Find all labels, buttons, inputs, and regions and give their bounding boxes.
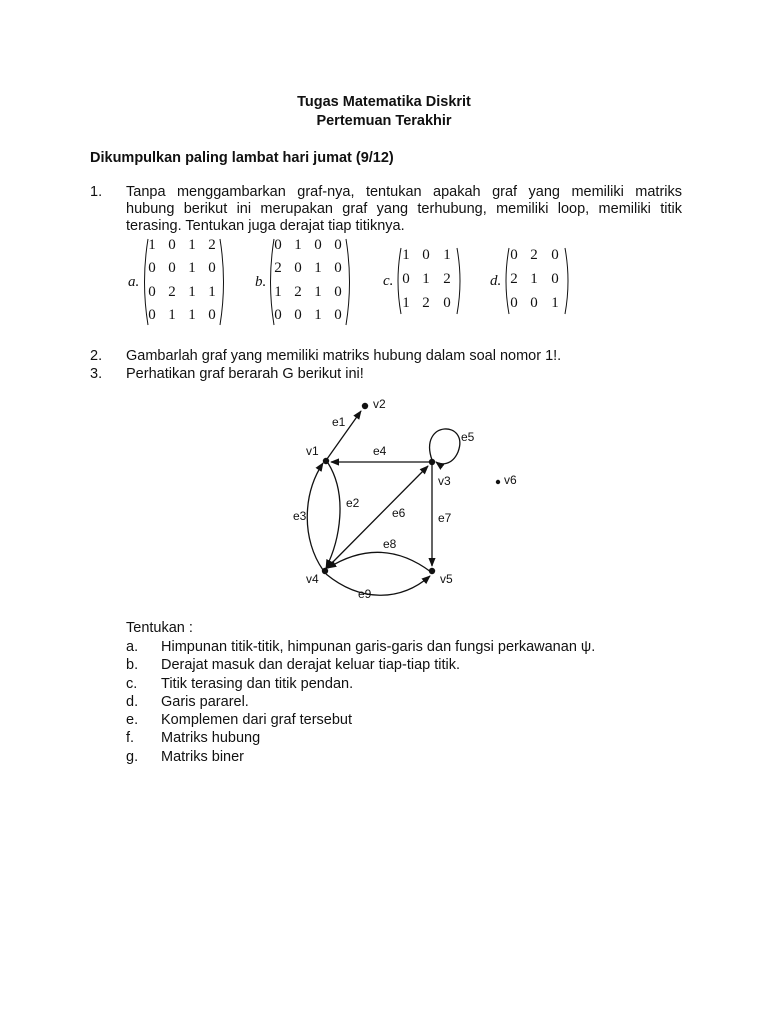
matrix-d-cell: 2	[530, 247, 538, 263]
label-v1: v1	[306, 444, 319, 458]
matrix-b-cell: 0	[274, 237, 282, 253]
question-1-line-3: terasing. Tentukan juga derajat tiap titiknya.	[126, 218, 405, 234]
vertex-v3	[429, 459, 435, 465]
matrix-a-cell: 1	[188, 260, 196, 276]
matrix-c-cell: 1	[422, 271, 430, 287]
matrix-d-cell: 0	[551, 247, 559, 263]
vertex-v2	[362, 403, 368, 409]
matrix-d-cell: 1	[530, 271, 538, 287]
task-d-letter: d.	[126, 694, 139, 710]
matrix-b-cell: 1	[314, 260, 322, 276]
matrix-b-cell: 0	[314, 237, 322, 253]
edge-e5-loop	[430, 429, 460, 464]
label-e4: e4	[373, 444, 387, 458]
edge-e2	[326, 463, 340, 568]
vertex-v1	[323, 458, 329, 464]
matrix-b-cell: 0	[294, 307, 302, 323]
matrix-a-cell: 2	[208, 237, 216, 253]
task-e-letter: e.	[126, 712, 139, 728]
label-e5: e5	[461, 430, 475, 444]
edge-e9	[326, 574, 430, 595]
matrix-b-label: b.	[255, 274, 267, 290]
matrix-b-cell: 1	[294, 237, 302, 253]
label-e2: e2	[346, 496, 360, 510]
document-title: Tugas Matematika Diskrit	[297, 94, 471, 110]
question-1-number: 1.	[90, 184, 103, 200]
matrix-b-cell: 1	[274, 284, 282, 300]
edge-e8	[328, 552, 431, 572]
matrix-b-cell: 0	[334, 260, 342, 276]
task-g-text: Matriks biner	[161, 749, 244, 765]
label-v5: v5	[440, 572, 453, 586]
matrix-a-label: a.	[128, 274, 140, 290]
matrix-a-cell: 2	[168, 284, 176, 300]
matrix-b-cell: 0	[294, 260, 302, 276]
matrix-b-cell: 1	[314, 284, 322, 300]
question-3-number: 3.	[90, 366, 103, 382]
matrix-c-cell: 0	[443, 295, 451, 311]
matrix-c-cell: 1	[443, 247, 451, 263]
label-e7: e7	[438, 511, 452, 525]
matrix-c-cell: 0	[422, 247, 430, 263]
task-a-letter: a.	[126, 639, 139, 655]
task-f-text: Matriks hubung	[161, 730, 261, 746]
matrix-d-cell: 0	[530, 295, 538, 311]
matrix-c-label: c.	[383, 273, 394, 289]
question-3-text: Perhatikan graf berarah G berikut ini!	[126, 366, 364, 382]
matrix-d-cell: 0	[510, 247, 518, 263]
task-c-letter: c.	[126, 676, 138, 692]
question-1-line-1: Tanpa menggambarkan graf-nya, tentukan apakah graf yang memiliki matriks	[126, 184, 682, 200]
matrix-a-cell: 1	[188, 307, 196, 323]
matrix-c-cell: 2	[443, 271, 451, 287]
label-e3: e3	[293, 509, 307, 523]
matrix-a-cell: 0	[148, 260, 156, 276]
matrix-a-cell: 1	[168, 307, 176, 323]
label-e1: e1	[332, 415, 346, 429]
label-v3: v3	[438, 474, 451, 488]
matrix-b-cell: 1	[314, 307, 322, 323]
matrix-c-cell: 1	[402, 295, 410, 311]
task-a-text: Himpunan titik-titik, himpunan garis-garis dan fungsi perkawanan ψ.	[161, 639, 596, 655]
vertex-v6	[496, 480, 500, 484]
question-2-text: Gambarlah graf yang memiliki matriks hubung dalam soal nomor 1!.	[126, 348, 562, 364]
matrix-a-cell: 1	[188, 237, 196, 253]
matrix-c-cell: 2	[422, 295, 430, 311]
edge-e3	[307, 463, 323, 570]
task-b-text: Derajat masuk dan derajat keluar tiap-tiap titik.	[161, 657, 461, 673]
matrix-d-cell: 2	[510, 271, 518, 287]
matrix-c-cell: 0	[402, 271, 410, 287]
matrix-a-cell: 0	[208, 307, 216, 323]
task-g-letter: g.	[126, 749, 139, 765]
label-v4: v4	[306, 572, 319, 586]
matrix-d-cell: 0	[510, 295, 518, 311]
label-e9: e9	[358, 587, 372, 601]
task-f-letter: f.	[126, 730, 135, 746]
label-e6: e6	[392, 506, 406, 520]
label-v6: v6	[504, 473, 517, 487]
document-subtitle: Pertemuan Terakhir	[316, 113, 452, 129]
matrix-a-cell: 1	[148, 237, 156, 253]
matrix-d-cell: 0	[551, 271, 559, 287]
matrix-a-cell: 0	[148, 307, 156, 323]
task-b-letter: b.	[126, 657, 139, 673]
edge-e6	[325, 466, 428, 570]
tasks-intro: Tentukan :	[126, 620, 193, 636]
matrix-a-cell: 0	[168, 260, 176, 276]
matrix-a-cell: 0	[208, 260, 216, 276]
matrix-b-cell: 0	[274, 307, 282, 323]
matrix-a-cell: 1	[208, 284, 216, 300]
matrix-b-cell: 0	[334, 307, 342, 323]
matrix-d-cell: 1	[551, 295, 559, 311]
task-c-text: Titik terasing dan titik pendan.	[161, 676, 354, 692]
vertex-v5	[429, 568, 435, 574]
matrix-b-cell: 2	[274, 260, 282, 276]
label-e8: e8	[383, 537, 397, 551]
label-v2: v2	[373, 397, 386, 411]
question-1-line-2: hubung berikut ini merupakan graf yang terhubung, memiliki loop, memiliki titik	[126, 201, 682, 217]
question-2-number: 2.	[90, 348, 103, 364]
matrix-d-label: d.	[490, 273, 502, 289]
matrix-b-cell: 0	[334, 284, 342, 300]
matrix-a-cell: 0	[148, 284, 156, 300]
task-d-text: Garis pararel.	[161, 694, 249, 710]
matrix-b-cell: 2	[294, 284, 302, 300]
matrix-b-cell: 0	[334, 237, 342, 253]
matrix-a-cell: 0	[168, 237, 176, 253]
vertex-v4	[322, 568, 328, 574]
task-e-text: Komplemen dari graf tersebut	[161, 712, 353, 728]
deadline-note: Dikumpulkan paling lambat hari jumat (9/12)	[90, 150, 394, 166]
matrix-a-cell: 1	[188, 284, 196, 300]
matrix-c-cell: 1	[402, 247, 410, 263]
